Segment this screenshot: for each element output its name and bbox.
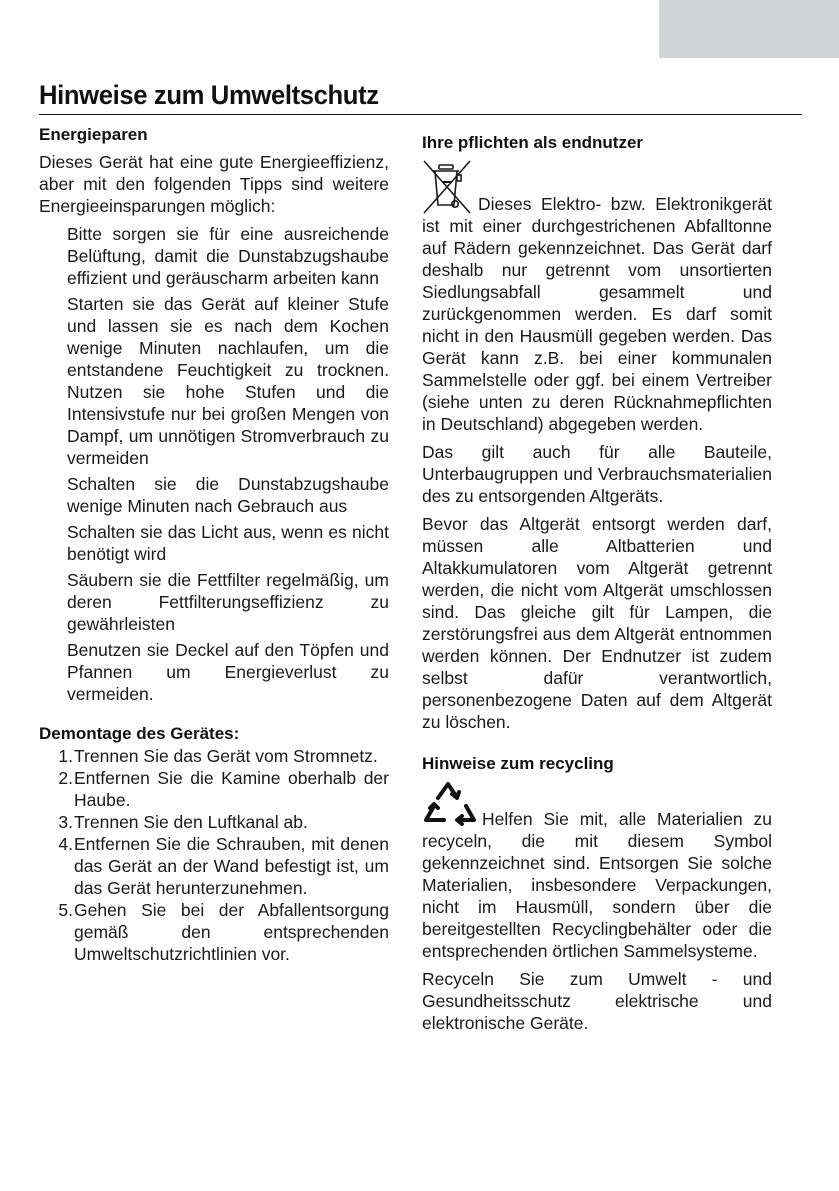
step-text: Gehen Sie bei der Abfallentsorgung gemäß den entsprechenden Umweltschutzrichtlinien vor.	[74, 900, 389, 964]
end-user-duties-paragraph-1	[422, 159, 772, 435]
step-text: Entfernen Sie die Kamine oberhalb der Haube.	[74, 768, 389, 810]
energy-tip: Bitte sorgen sie für eine ausreichende Belüftung, damit die Dunstabzugshaube effizient und geräuscharm arbeiten kann	[67, 224, 389, 288]
dismantling-step	[39, 899, 389, 965]
step-number: 3.	[58, 812, 73, 832]
energy-tips-list	[39, 223, 389, 705]
crossed-out-wheelie-bin-icon	[422, 159, 476, 215]
dismantling-section	[39, 723, 389, 965]
step-number: 5.	[58, 900, 73, 920]
right-column	[422, 132, 772, 1040]
step-text: Entfernen Sie die Schrauben, mit denen das Gerät an der Wand befestigt ist, um das Gerät herunterzunehmen.	[74, 834, 389, 898]
recycling-symbol-icon	[422, 780, 480, 830]
dismantling-step	[39, 833, 389, 899]
end-user-duties-paragraph-3: Bevor das Altgerät entsorgt werden darf, müssen alle Altbatterien und Altakkumulatoren vom Altgerät getrennt werden, die nicht vom Altgerät umschlossen sind. Das gleiche gilt für Lampen, die zerstörungsfrei aus dem Altgerät entnommen werden können. Der Endnutzer ist zudem selbst dafür verantwortlich, personenbezogene Daten auf dem Altgerät zu löschen.	[422, 514, 772, 732]
step-number: 2.	[58, 768, 73, 788]
energy-tip: Säubern sie die Fettfilter regelmäßig, um deren Fettfilterungseffizienz zu gewährleisten	[67, 570, 389, 634]
page-tab-marker	[659, 0, 839, 58]
step-number: 1.	[58, 746, 73, 766]
step-text: Trennen Sie das Gerät vom Stromnetz.	[74, 746, 378, 766]
end-user-duties-heading: Ihre pflichten als endnutzer	[422, 133, 644, 152]
recycling-paragraph-1	[422, 780, 772, 962]
energy-saving-section	[39, 124, 389, 705]
dismantling-step	[39, 767, 389, 811]
energy-tip: Schalten sie die Dunstabzugshaube wenige Minuten nach Gebrauch aus	[67, 474, 389, 516]
dismantling-step	[39, 811, 389, 833]
energy-saving-heading: Energieparen	[39, 125, 148, 144]
energy-intro: Dieses Gerät hat eine gute Energieeffizienz, aber mit den folgenden Tipps sind weitere Energieeinsparungen möglich:	[39, 152, 389, 216]
dismantling-steps-list	[39, 745, 389, 965]
left-column	[39, 124, 389, 965]
step-text: Trennen Sie den Luftkanal ab.	[74, 812, 308, 832]
dismantling-step	[39, 745, 389, 767]
recycling-paragraph-2: Recyceln Sie zum Umwelt - und Gesundheitsschutz elektrische und elektronische Geräte.	[422, 969, 772, 1033]
dismantling-heading: Demontage des Gerätes:	[39, 724, 240, 743]
recycling-section	[422, 753, 772, 1034]
energy-tip: Schalten sie das Licht aus, wenn es nicht benötigt wird	[67, 522, 389, 564]
step-number: 4.	[58, 834, 73, 854]
end-user-duties-paragraph-2: Das gilt auch für alle Bauteile, Unterbaugruppen und Verbrauchsmaterialien des zu entsorgenden Altgeräts.	[422, 442, 772, 506]
energy-tip: Starten sie das Gerät auf kleiner Stufe und lassen sie es nach dem Kochen wenige Minuten nachlaufen, um die entstandene Feuchtigkeit zu trocknen. Nutzen sie hohe Stufen und die Intensivstufe nur bei großen Mengen von Dampf, um unnötigen Stromverbrauch zu vermeiden	[67, 294, 389, 468]
recycling-text: Helfen Sie mit, alle Materialien zu recyceln, die mit diesem Symbol gekennzeichnet sind. Entsorgen Sie solche Materialien, insbesondere Verpackungen, nicht im Hausmüll, sondern über die bereitgestellten Recyclingbehälter oder die entsprechenden örtlichen Sammelsysteme.	[422, 809, 772, 961]
title-divider	[39, 114, 802, 115]
end-user-duties-text: Dieses Elektro- bzw. Elektronikgerät ist mit einer durchgestrichenen Abfalltonne auf Rädern gekennzeichnet. Das Gerät darf deshalb nur getrennt vom unsortierten Siedlungsabfall gesammelt und zurückgenommen werden. Es darf somit nicht in den Hausmüll gegeben werden. Das Gerät kann z.B. bei einer kommunalen Sammelstelle oder ggf. bei einem Vertreiber (siehe unten zu deren Rücknahmepflichten in Deutschland) abgegeben werden.	[422, 194, 772, 434]
end-user-duties-section	[422, 132, 772, 733]
recycling-heading: Hinweise zum recycling	[422, 754, 614, 773]
energy-tip: Benutzen sie Deckel auf den Töpfen und Pfannen um Energieverlust zu vermeiden.	[67, 640, 389, 704]
page-title: Hinweise zum Umweltschutz	[39, 80, 379, 110]
